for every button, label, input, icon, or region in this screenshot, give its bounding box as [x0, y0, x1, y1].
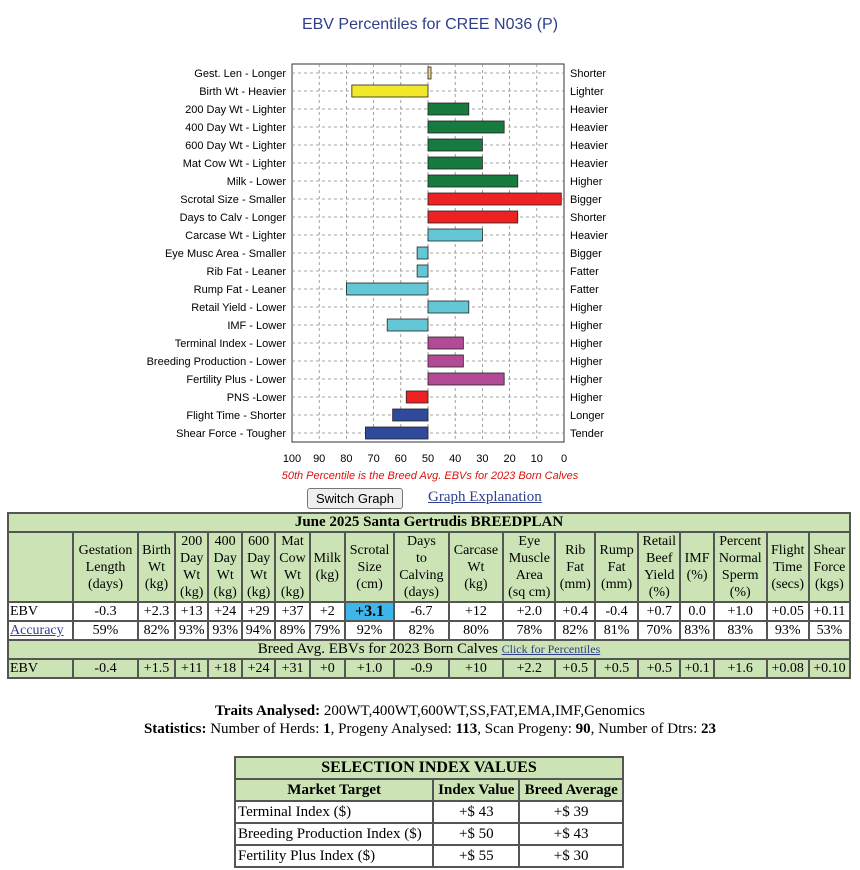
trait-header-line: Fat — [607, 559, 626, 575]
accuracy-value: 83% — [680, 621, 713, 640]
trait-header-line: (mm) — [601, 576, 633, 592]
ebv-value: +0.7 — [638, 602, 680, 621]
ebv-title-row — [8, 513, 850, 532]
index-target: Fertility Plus Index ($) — [235, 845, 433, 867]
trait-header-line: Beef — [646, 551, 673, 566]
accuracy-value: 92% — [345, 621, 394, 640]
trait-label: Rump Fat - Leaner — [193, 284, 286, 296]
breed-ebv-value: +2.2 — [503, 659, 555, 678]
dtrs-value: 23 — [701, 721, 717, 737]
trait-header-line: Retail — [642, 534, 676, 549]
trait-header — [680, 532, 713, 602]
trait-header-line: (days) — [88, 576, 123, 592]
ebv-value: +0.11 — [809, 602, 850, 621]
trait-label: Fertility Plus - Lower — [186, 374, 286, 386]
trait-header-line: Day — [246, 551, 271, 566]
trait-label: 400 Day Wt - Lighter — [185, 122, 286, 134]
trait-header-line: Wt — [467, 559, 485, 575]
direction-label: Longer — [570, 410, 605, 422]
chart-note: 50th Percentile is the Breed Avg. EBVs for 2023 Born Calves — [281, 470, 579, 482]
trait-header-line: Fat — [566, 559, 585, 575]
trait-header — [138, 532, 175, 602]
ebv-value: -0.4 — [595, 602, 638, 621]
x-tick-label: 40 — [449, 453, 462, 465]
direction-label: Bigger — [570, 248, 602, 260]
trait-header-line: (kg) — [246, 585, 271, 600]
trait-header-line: Wt — [183, 568, 201, 583]
direction-label: Shorter — [570, 212, 607, 224]
trait-label: Gest. Len - Longer — [194, 68, 286, 80]
trait-header-line: (mm) — [559, 576, 591, 592]
x-tick-label: 50 — [421, 453, 435, 465]
trait-header-line: Rib — [565, 542, 586, 558]
ebv-value: -0.3 — [73, 602, 138, 621]
trait-header-line: (kg) — [213, 585, 237, 600]
trait-header-line: 600 — [248, 534, 270, 549]
ebv-table-title: June 2025 Santa Gertrudis BREEDPLAN — [8, 513, 850, 532]
trait-label: Retail Yield - Lower — [191, 302, 286, 314]
trait-header-line: Length — [85, 559, 126, 575]
direction-label: Shorter — [570, 68, 607, 80]
index-row — [235, 845, 623, 867]
ebv-row — [8, 602, 850, 621]
x-tick-label: 10 — [530, 453, 543, 465]
x-tick-label: 30 — [476, 453, 489, 465]
accuracy-value: 80% — [449, 621, 503, 640]
trait-header — [345, 532, 394, 602]
trait-header-line: Sperm — [721, 568, 759, 583]
scan-label: Scan Progeny: — [484, 721, 572, 737]
statistics-label: Statistics: — [143, 721, 207, 737]
accuracy-value: 78% — [503, 621, 555, 640]
accuracy-value: 70% — [638, 621, 680, 640]
breed-ebv-value: +0.5 — [555, 659, 595, 678]
percentile-bar — [428, 337, 463, 349]
breed-ebv-value: -0.9 — [394, 659, 449, 678]
breed-ebv-value: +0.10 — [809, 659, 850, 678]
accuracy-value: 59% — [73, 621, 138, 640]
trait-header-line: Day — [180, 551, 204, 566]
traits-value: 200WT,400WT,600WT,SS,FAT,EMA,IMF,Genomics — [323, 703, 646, 719]
direction-label: Heavier — [570, 104, 608, 116]
trait-header-line: Normal — [718, 551, 762, 566]
ebv-value: +2.3 — [138, 602, 175, 621]
selection-index-table — [234, 756, 624, 868]
percentile-bar — [428, 157, 482, 169]
trait-header-line: Muscle — [508, 551, 550, 566]
index-title: SELECTION INDEX VALUES — [235, 757, 623, 779]
breed-ebv-value: +24 — [242, 659, 275, 678]
trait-label: Shear Force - Tougher — [176, 428, 286, 440]
index-row — [235, 823, 623, 845]
trait-header-line: (%) — [648, 585, 670, 600]
x-tick-label: 100 — [282, 453, 302, 465]
percentile-bar — [428, 121, 504, 133]
accuracy-value: 89% — [275, 621, 309, 640]
percentile-bar — [428, 211, 518, 223]
ebv-value: +37 — [275, 602, 309, 621]
direction-label: Fatter — [570, 266, 599, 278]
trait-header — [767, 532, 809, 602]
index-row — [235, 801, 623, 823]
index-breed-average: +$ 43 — [519, 823, 623, 845]
trait-header-line: (kg) — [315, 568, 339, 583]
breed-ebv-row — [8, 659, 850, 678]
ebv-value: +24 — [208, 602, 241, 621]
ebv-header-row — [8, 532, 850, 602]
trait-header-line: Birth — [142, 542, 171, 558]
graph-explanation-link[interactable]: Graph Explanation — [428, 489, 542, 505]
direction-label: Higher — [570, 392, 603, 404]
trait-header-line: Carcase — [453, 542, 499, 558]
percentile-bar — [428, 301, 469, 313]
direction-label: Bigger — [570, 194, 602, 206]
breed-ebv-value: +11 — [175, 659, 208, 678]
trait-header-line: Mat — [281, 534, 304, 549]
trait-header-line: Days — [407, 534, 436, 549]
trait-header-line: Milk — [313, 551, 341, 566]
progeny-value: 113 — [455, 721, 478, 737]
index-target: Breeding Production Index ($) — [235, 823, 433, 845]
percentile-bar — [387, 319, 428, 331]
trait-label: Birth Wt - Heavier — [199, 86, 286, 98]
accuracy-value: 79% — [310, 621, 345, 640]
trait-label: Days to Calv - Longer — [179, 212, 286, 224]
traits-line — [0, 702, 860, 720]
trait-header-line: (kg) — [280, 585, 305, 600]
breed-band-label: Breed Avg. EBVs for 2023 Born Calves — [257, 641, 498, 657]
trait-header-line: Time — [773, 559, 803, 575]
index-breed-average: +$ 30 — [519, 845, 623, 867]
trait-label: Flight Time - Shorter — [186, 410, 286, 422]
chart-title: EBV Percentiles for CREE N036 (P) — [301, 16, 559, 33]
percentile-bar — [346, 283, 428, 295]
dtrs-label: Number of Dtrs: — [598, 721, 698, 737]
x-tick-label: 80 — [340, 453, 353, 465]
trait-header-line: 200 — [181, 534, 203, 549]
trait-header-line: Scrotal — [349, 542, 390, 558]
market-target-header: Market Target — [235, 779, 433, 801]
direction-label: Higher — [570, 302, 603, 314]
ebv-value: +29 — [242, 602, 275, 621]
trait-header-line: (kg) — [144, 576, 169, 592]
ebv-value: +2 — [310, 602, 345, 621]
direction-label: Tender — [570, 428, 604, 440]
trait-label: PNS -Lower — [226, 392, 286, 404]
herds-label: Number of Herds: — [210, 721, 320, 737]
accuracy-value: 53% — [809, 621, 850, 640]
trait-header-line: (kgs) — [815, 576, 844, 592]
trait-header-line: Wt — [250, 568, 268, 583]
accuracy-value: 93% — [208, 621, 241, 640]
breed-ebv-value: +10 — [449, 659, 503, 678]
x-tick-label: 0 — [560, 453, 568, 465]
trait-header — [310, 532, 345, 602]
trait-header — [595, 532, 638, 602]
percentiles-link[interactable]: Click for Percentiles — [501, 642, 601, 656]
percentile-bar — [428, 193, 561, 205]
trait-header-line: (secs) — [771, 576, 805, 592]
percentile-bar — [365, 427, 428, 439]
trait-header-line: Shear — [813, 542, 846, 558]
direction-label: Higher — [570, 338, 603, 350]
accuracy-value: 82% — [138, 621, 175, 640]
ebv-value: -6.7 — [394, 602, 449, 621]
ebv-value: +1.0 — [714, 602, 767, 621]
index-value: +$ 50 — [433, 823, 519, 845]
graph-controls — [0, 488, 860, 510]
trait-header — [638, 532, 680, 602]
trait-label: Rib Fat - Leaner — [206, 266, 286, 278]
progeny-label: Progeny Analysed: — [338, 721, 452, 737]
direction-label: Heavier — [570, 158, 608, 170]
direction-label: Heavier — [570, 122, 608, 134]
ebv-value: 0.0 — [680, 602, 713, 621]
breed-ebv-value: +0.5 — [595, 659, 638, 678]
trait-header-line: Calving — [399, 568, 444, 583]
direction-label: Heavier — [570, 140, 608, 152]
trait-header — [73, 532, 138, 602]
trait-header-line: Area — [515, 568, 543, 583]
trait-header-line: Force — [813, 559, 846, 575]
index-value: +$ 55 — [433, 845, 519, 867]
trait-header-line: Percent — [719, 534, 762, 549]
breed-band-row — [8, 640, 850, 659]
trait-header-line: Flight — [770, 542, 805, 558]
accuracy-value: 93% — [175, 621, 208, 640]
traits-label: Traits Analysed: — [214, 703, 321, 719]
trait-header-line: to — [415, 551, 427, 566]
trait-header — [714, 532, 767, 602]
percentile-bar — [428, 175, 518, 187]
percentile-bar — [393, 409, 428, 421]
ebv-value: +0.4 — [555, 602, 595, 621]
trait-label: Eye Musc Area - Smaller — [164, 248, 286, 260]
index-value-header: Index Value — [433, 779, 519, 801]
trait-header-line: Gestation — [78, 542, 133, 558]
trait-header-line: (days) — [403, 585, 439, 600]
trait-header — [208, 532, 241, 602]
scan-value: 90 — [575, 721, 591, 737]
percentile-bar — [352, 85, 428, 97]
trait-header-line: Day — [213, 551, 237, 566]
direction-label: Fatter — [570, 284, 599, 296]
trait-header-line: Wt — [283, 568, 302, 583]
breed-ebv-value: +1.6 — [714, 659, 767, 678]
trait-label: Carcase Wt - Lighter — [185, 230, 286, 242]
trait-header — [449, 532, 503, 602]
breed-ebv-value: -0.4 — [73, 659, 138, 678]
trait-header-line: Rump — [599, 542, 634, 558]
direction-label: Higher — [570, 320, 603, 332]
trait-label: 200 Day Wt - Lighter — [185, 104, 286, 116]
trait-header — [175, 532, 208, 602]
breed-ebv-value: +1.5 — [138, 659, 175, 678]
accuracy-value: 81% — [595, 621, 638, 640]
index-target: Terminal Index ($) — [235, 801, 433, 823]
trait-label: Breeding Production - Lower — [146, 356, 286, 368]
trait-header-line: Eye — [518, 534, 541, 549]
direction-label: Lighter — [570, 86, 604, 98]
trait-header-line: (kg) — [464, 576, 488, 592]
trait-header-line: Size — [357, 559, 382, 575]
trait-label: Scrotal Size - Smaller — [180, 194, 286, 206]
trait-header — [503, 532, 555, 602]
trait-header-line: (cm) — [356, 576, 383, 592]
trait-label: IMF - Lower — [227, 320, 286, 332]
percentile-bar — [428, 139, 482, 151]
ebv-table — [7, 512, 851, 679]
index-header-row — [235, 779, 623, 801]
accuracy-value: 94% — [242, 621, 275, 640]
ebv-value: +0.05 — [767, 602, 809, 621]
header-blank — [8, 532, 73, 602]
direction-label: Higher — [570, 356, 603, 368]
direction-label: Higher — [570, 374, 603, 386]
trait-header — [242, 532, 275, 602]
trait-header-line: 400 — [214, 534, 236, 549]
ebv-value: +12 — [449, 602, 503, 621]
percentile-bar — [417, 265, 428, 277]
percentile-bar — [428, 103, 469, 115]
herds-value: 1 — [323, 721, 331, 737]
trait-label: Terminal Index - Lower — [174, 338, 286, 350]
trait-label: Mat Cow Wt - Lighter — [182, 158, 286, 170]
trait-header-line: Wt — [147, 559, 166, 575]
breed-ebv-value: +0.5 — [638, 659, 680, 678]
accuracy-row — [8, 621, 850, 640]
percentile-bar — [417, 247, 428, 259]
percentile-bar — [428, 355, 463, 367]
accuracy-cell — [8, 621, 73, 640]
breed-ebv-value: +1.0 — [345, 659, 394, 678]
trait-header — [275, 532, 309, 602]
trait-header — [809, 532, 850, 602]
accuracy-value: 83% — [714, 621, 767, 640]
x-tick-label: 70 — [367, 453, 380, 465]
x-tick-label: 90 — [313, 453, 326, 465]
accuracy-link[interactable]: Accuracy — [10, 623, 64, 638]
trait-label: Milk - Lower — [226, 176, 286, 188]
ebv-value: +13 — [175, 602, 208, 621]
trait-header — [555, 532, 595, 602]
breed-row-label: EBV — [8, 659, 73, 678]
trait-header — [394, 532, 449, 602]
index-value: +$ 43 — [433, 801, 519, 823]
switch-graph-button[interactable]: Switch Graph — [307, 488, 403, 509]
breed-ebv-value: +0 — [310, 659, 345, 678]
breed-average-header: Breed Average — [519, 779, 623, 801]
direction-label: Higher — [570, 176, 603, 188]
traits-block — [0, 702, 860, 738]
ebv-value: +3.1 — [345, 602, 394, 621]
accuracy-value: 93% — [767, 621, 809, 640]
breed-ebv-value: +31 — [275, 659, 309, 678]
trait-header-line: IMF — [684, 551, 710, 566]
breed-ebv-value: +0.08 — [767, 659, 809, 678]
ebv-value: +2.0 — [503, 602, 555, 621]
trait-label: 600 Day Wt - Lighter — [185, 140, 286, 152]
percentile-bar — [428, 67, 431, 79]
breed-band — [8, 640, 850, 659]
trait-header-line: (sq cm) — [508, 585, 551, 600]
trait-header-line: (%) — [729, 585, 751, 600]
accuracy-value: 82% — [555, 621, 595, 640]
statistics-line: Statistics: Number of Herds: 1, Progeny Analysed: 113, Scan Progeny: 90, Number of Dtrs: 23 — [143, 721, 717, 737]
percentile-bar — [406, 391, 428, 403]
ebv-row-label: EBV — [8, 602, 73, 621]
x-tick-label: 60 — [394, 453, 407, 465]
percentile-bar — [428, 229, 482, 241]
index-title-row — [235, 757, 623, 779]
accuracy-value: 82% — [394, 621, 449, 640]
trait-header-line: Wt — [216, 568, 234, 583]
trait-header-line: (%) — [686, 568, 708, 583]
breed-ebv-value: +0.1 — [680, 659, 713, 678]
trait-header-line: Yield — [644, 568, 675, 583]
trait-header-line: (kg) — [180, 585, 204, 600]
percentile-bar — [428, 373, 504, 385]
direction-label: Heavier — [570, 230, 608, 242]
trait-header-line: Cow — [279, 551, 306, 566]
breed-ebv-value: +18 — [208, 659, 241, 678]
x-tick-label: 20 — [503, 453, 516, 465]
index-breed-average: +$ 39 — [519, 801, 623, 823]
